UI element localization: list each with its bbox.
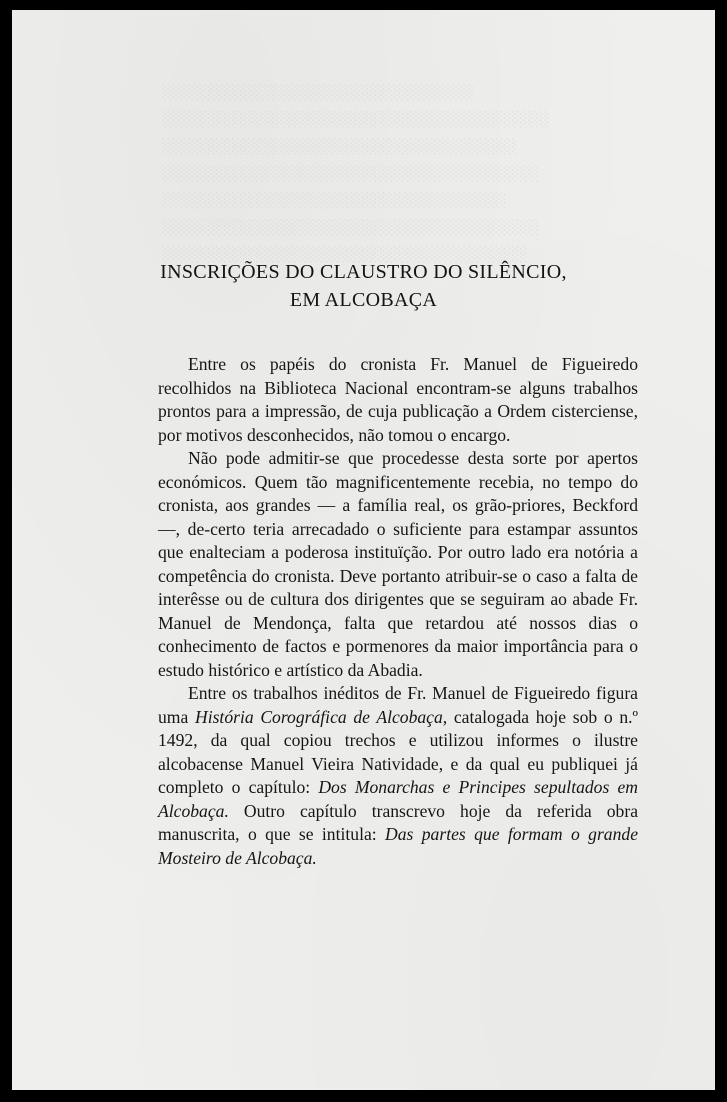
p3-italic-title-monarchas: Dos Monarchas e Principes sepultados em Alcobaça. bbox=[158, 777, 638, 821]
p3-text-e: Outro capítulo transcrevo hoje da referida obra manuscrita, o que se intitula: bbox=[158, 800, 638, 844]
title-line-2: EM ALCOBAÇA bbox=[289, 289, 438, 311]
paragraph-1: Entre os papéis do cronista Fr. Manuel de Figueiredo recolhidos na Biblioteca Nacional encontram-se alguns trabalhos prontos para a impressão, de cuja publicação a Ordem cisterciense, por motivos desconhecidos, não tomou o encargo. bbox=[158, 354, 638, 445]
p3-text-a: Entre os trabalhos inéditos de Fr. Manuel de Figueiredo figura uma bbox=[158, 683, 638, 727]
paragraph-3 bbox=[158, 682, 638, 870]
page-title bbox=[12, 258, 715, 314]
bleed-through-text: ░░░░░░░░░░░░░░░░░░░░░░░░░░░░░ ░░░░░░░░░░░░░░░░░░░░░░░░░░░░░░░░░░░░ ░░░░░░░░░░░░░░░░░░░░░░░░░░░░░░░░░ ░░░░░░░░░░░░░░░░░░░░░░░░░░░░░░░░░░░ ░░░░░░░░░░░░░░░░░░░░░░░░░░░░░░░░ ░░░░░░░░░░░░░░░░░░░░░░░░░░░░░░░░░░░ ░░░░░░░░░░░░░░░░░░░░░░░░░░░░░░░░░░ bbox=[162, 85, 550, 263]
p3-italic-title-historia: História Corográfica de Alcobaça, bbox=[194, 706, 448, 727]
p3-text-c: catalogada hoje sob o n.º 1492, da qual copiou trechos e utilizou informes o ilustre alcobacense Manuel Vieira Natividade, e da qual eu publiquei já completo o capítulo: bbox=[158, 706, 638, 797]
p3-italic-title-partes: Das partes que formam o grande Mosteiro de Alcobaça. bbox=[158, 824, 638, 868]
document-page bbox=[12, 10, 715, 1090]
title-line-1: INSCRIÇÕES DO CLAUSTRO DO SILÊNCIO, bbox=[160, 261, 567, 283]
body-text bbox=[158, 353, 638, 870]
paragraph-2: Não pode admitir-se que procedesse desta sorte por apertos económicos. Quem tão magnificentemente recebia, no tempo do cronista, aos grandes — a família real, os grão-priores, Beckford —, de-certo teria arrecadado o suficiente para estampar assuntos que enalteciam a poderosa instituïção. Por outro lado era notória a competência do cronista. Deve portanto atribuir-se o caso a falta de interêsse ou de cultura dos dirigentes que se seguiram ao abade Fr. Manuel de Mendonça, falta que retardou até nossos dias o conhecimento de factos e pormenores da maior importância para o estudo histórico e artístico da Abadia. bbox=[158, 448, 638, 680]
